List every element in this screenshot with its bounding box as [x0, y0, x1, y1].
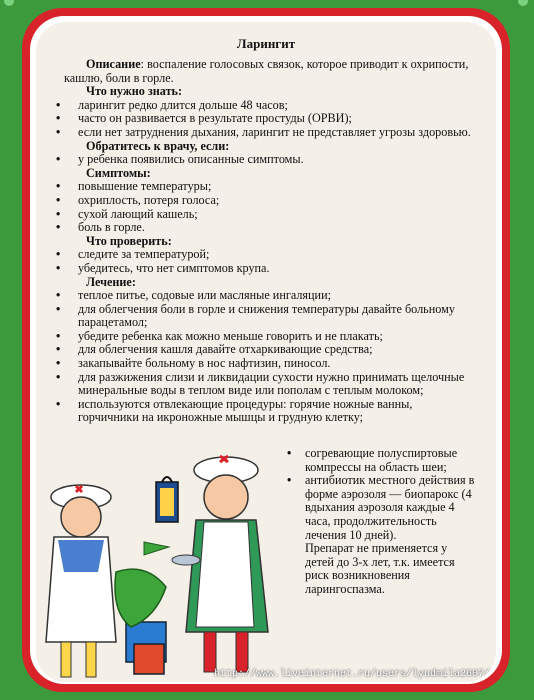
heading-colon: : — [225, 138, 230, 153]
section-heading-text: Что проверить — [86, 233, 168, 248]
list-item: • для облегчения боли в горле и снижения температуры давайте больному парацетамол; — [64, 303, 476, 330]
section-heading-text: Лечение — [86, 274, 132, 289]
list-item: • повышение температуры; — [64, 180, 476, 194]
section-heading-text: Что нужно знать — [86, 84, 178, 99]
corner-dot-top-left — [4, 0, 14, 6]
list-item: • ларингит редко длится дольше 48 часов; — [64, 99, 476, 113]
article-body — [64, 58, 476, 425]
right-column-text — [285, 447, 475, 597]
section-see-doctor — [64, 140, 476, 167]
heading-colon: : — [167, 233, 172, 248]
note-text: Препарат не применяется у детей до 3-х лет, т.к. имеется риск возникновения ларингоспазма. — [305, 541, 455, 596]
section-what-to-check — [64, 235, 476, 276]
list-item: • охриплость, потеря голоса; — [64, 194, 476, 208]
heading-colon: : — [178, 84, 183, 99]
watermark-url: http://www.liveinternet.ru/users/lyudmila2607/ — [213, 669, 490, 680]
list-item: • боль в горле. — [64, 221, 476, 235]
list-item: • следите за температурой; — [64, 248, 476, 262]
nurses-illustration — [36, 422, 296, 682]
section-what-to-know — [64, 85, 476, 139]
list-item: • используются отвлекающие процедуры: горячие ножные ванны, горчичники на икроножные мышцы и грудную клетку; — [64, 398, 476, 425]
list-item: • если нет затруднения дыхания, ларингит не представляет угрозы здоровью. — [64, 126, 476, 140]
toy-block — [134, 644, 164, 674]
list-item: • согревающие полуспиртовые компрессы на область шеи; — [285, 447, 475, 474]
description-label: Описание — [86, 57, 141, 71]
list-item: • у ребенка появились описанные симптомы. — [64, 153, 476, 167]
section-heading-text: Обратитесь к врачу, если — [86, 138, 226, 153]
page-card — [36, 22, 496, 682]
page-title: Ларингит — [236, 36, 296, 51]
section-heading — [86, 276, 476, 290]
section-heading — [86, 235, 476, 249]
list-item: • часто он развивается в результате простуды (ОРВИ); — [64, 112, 476, 126]
section-heading-text: Симптомы — [86, 165, 147, 180]
section-symptoms — [64, 167, 476, 235]
crocodile-toy — [115, 542, 169, 627]
list-item: • теплое питье, содовые или масляные ингаляции; — [64, 289, 476, 303]
list-item: • закапывайте больному в нос нафтизин, пиносол. — [64, 357, 476, 371]
list-item: • сухой лающий кашель; — [64, 208, 476, 222]
section-heading — [86, 85, 476, 99]
section-treatment — [64, 276, 476, 426]
lantern-icon — [156, 477, 178, 522]
right-nurse-figure — [172, 456, 268, 672]
list-item: • для облегчения кашля давайте отхаркивающие средства; — [64, 343, 476, 357]
section-heading — [86, 140, 476, 154]
list-item: • убедите ребенка как можно меньше говорить и не плакать; — [64, 330, 476, 344]
description-text: : воспаление голосовых связок, которое приводит к охрипости, кашлю, боли в горле. — [64, 57, 469, 85]
left-nurse-figure — [46, 485, 116, 677]
corner-dot-top-right — [518, 0, 528, 6]
heading-colon: : — [131, 274, 136, 289]
list-item: • для разжижения слизи и ликвидации сухости нужно принимать щелочные минеральные воды в теплом виде или пополам с теплым молоком; — [64, 371, 476, 398]
heading-colon: : — [146, 165, 151, 180]
list-item: • убедитесь, что нет симптомов крупа. — [64, 262, 476, 276]
section-heading — [86, 167, 476, 181]
description — [64, 58, 476, 85]
list-item: • антибиотик местного действия в форме аэрозоля — биопарокс (4 вдыхания аэрозоля каждые 4 часа, продолжительность лечения 10 дней). — [285, 474, 475, 542]
